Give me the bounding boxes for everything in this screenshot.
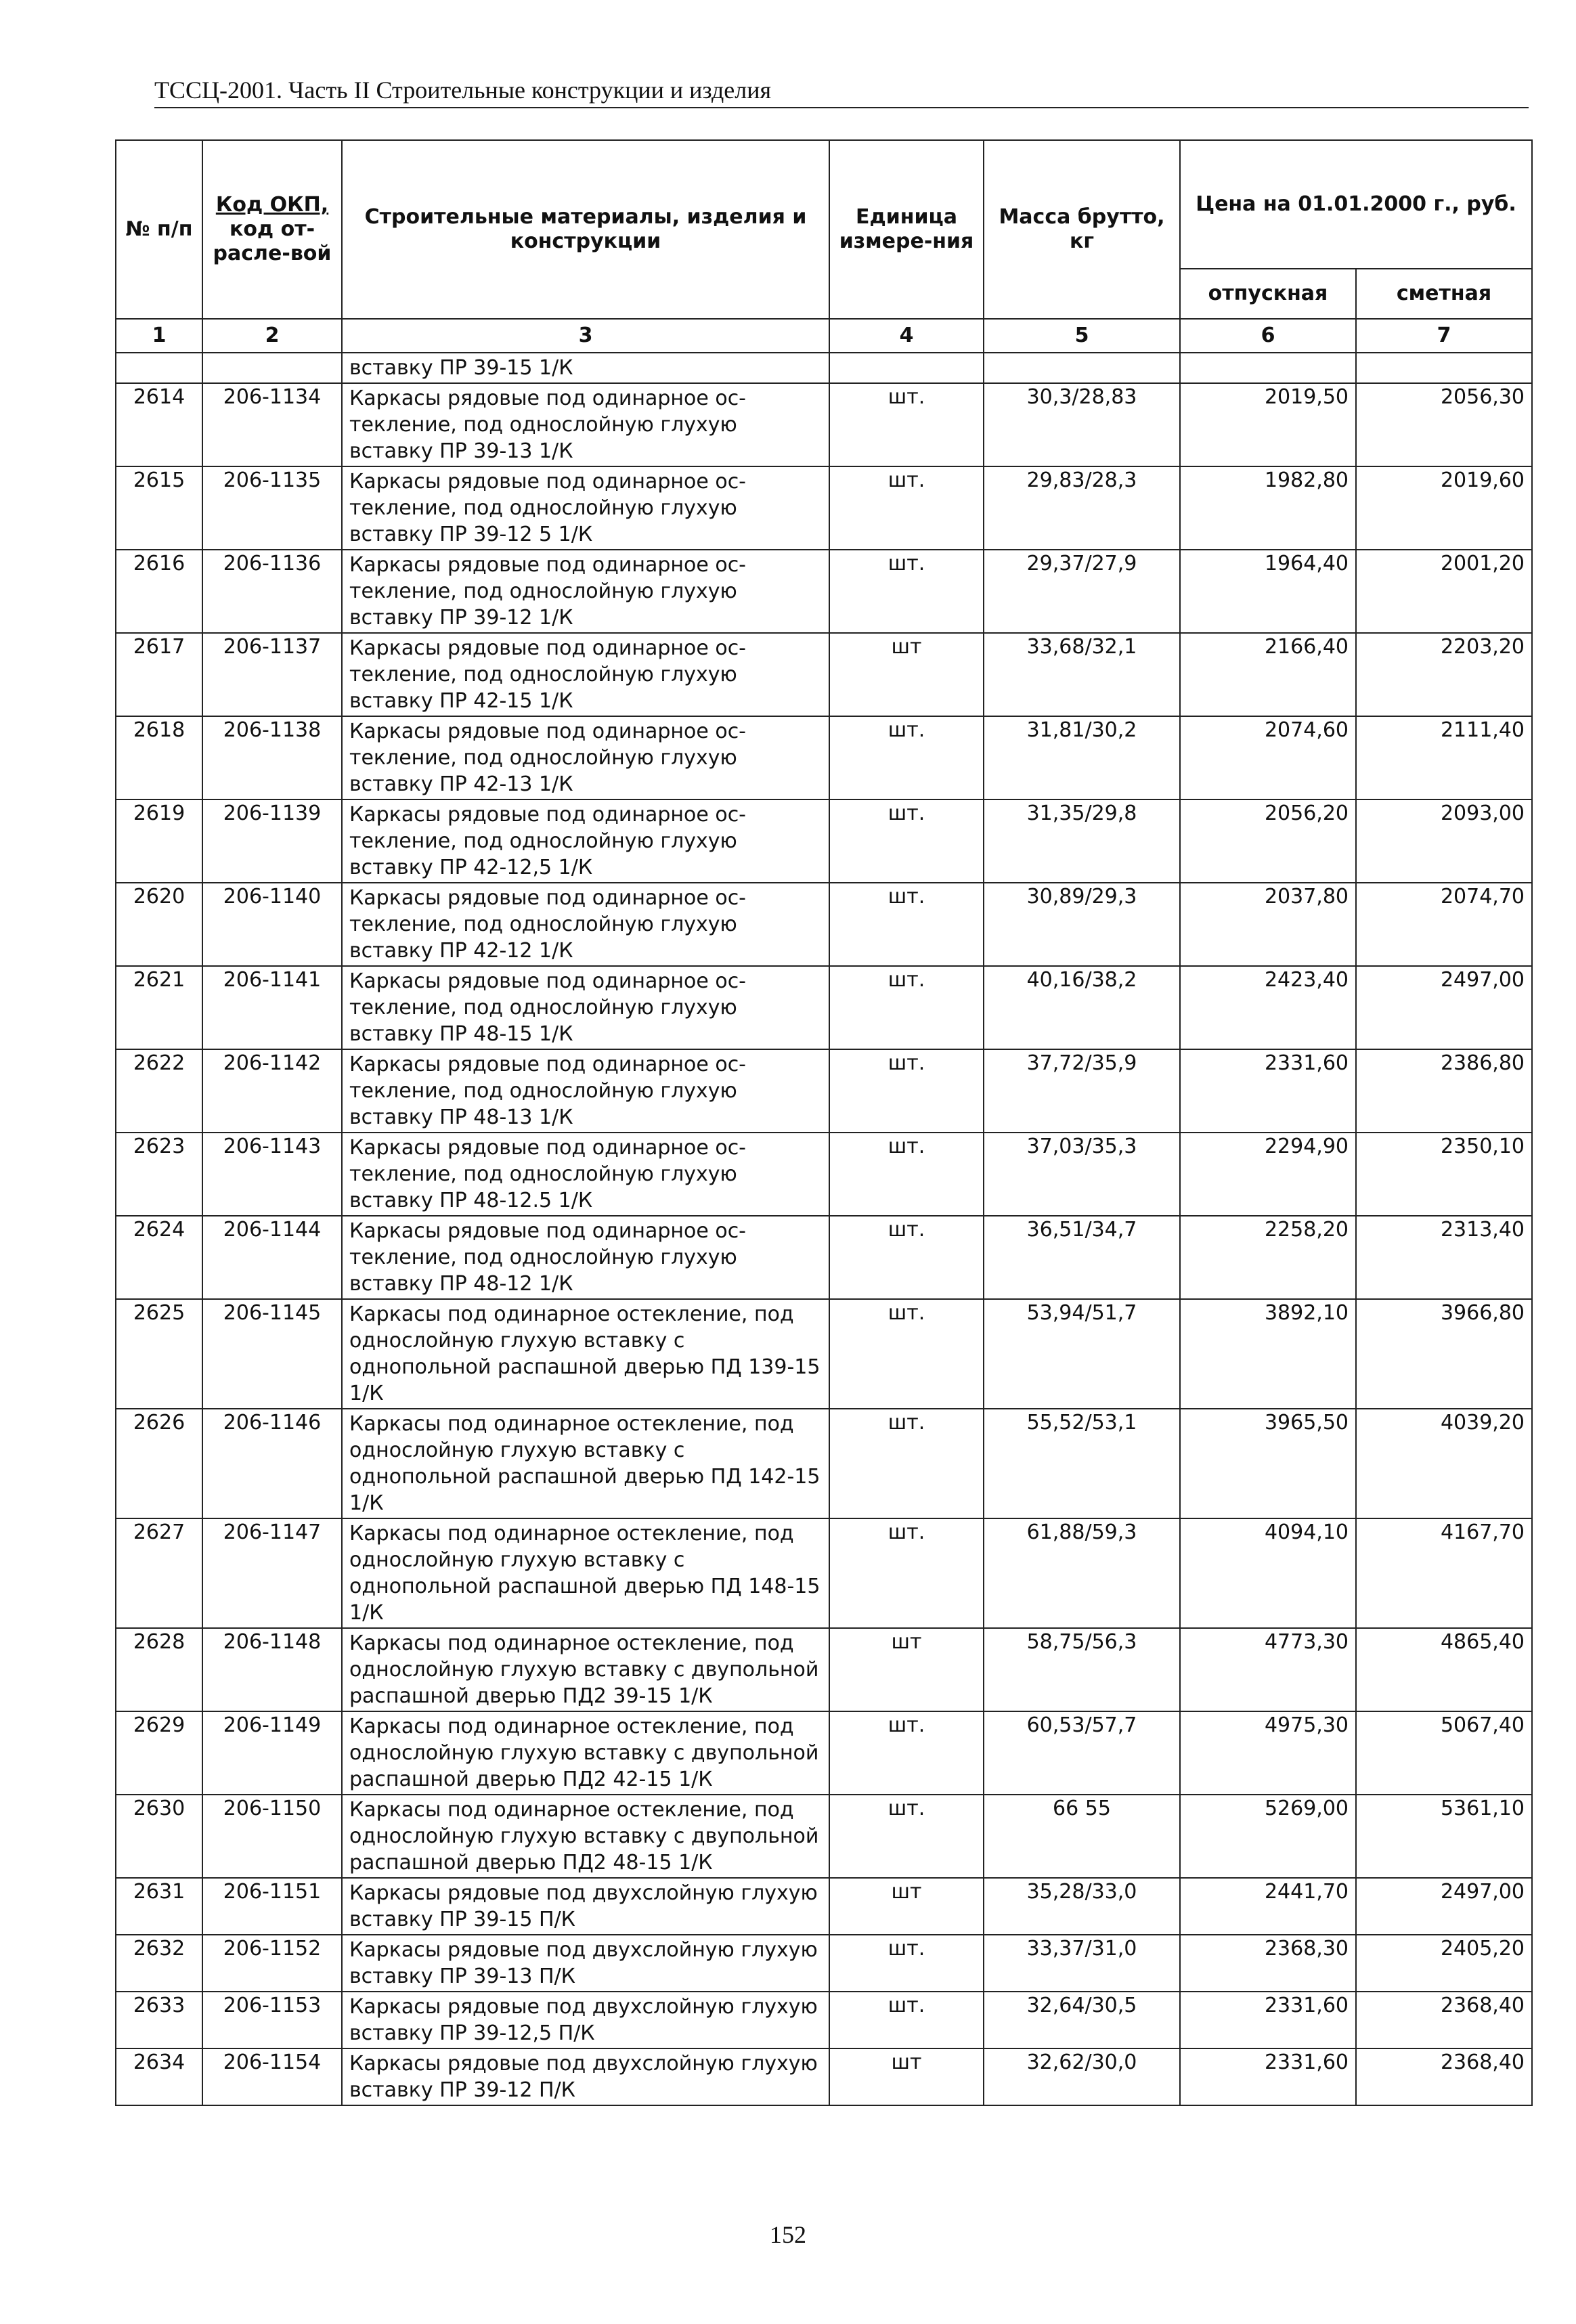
row-number: 2633 bbox=[116, 1992, 202, 2048]
table-row bbox=[116, 1049, 1532, 1133]
row-estimate-price: 2111,40 bbox=[1356, 716, 1532, 799]
header-name: Строительные материалы, изделия и конструкции bbox=[342, 140, 829, 319]
row-name: Каркасы под одинарное остекление, под однослойную глухую вставку с однопольной распашной дверью ПД 139-15 1/К bbox=[342, 1299, 829, 1409]
row-name: Каркасы рядовые под одинарное ос-текление, под однослойную глухую вставку ПР 39-13 1/К bbox=[342, 383, 829, 466]
row-mass: 36,51/34,7 bbox=[984, 1216, 1180, 1299]
row-estimate-price: 2405,20 bbox=[1356, 1935, 1532, 1992]
row-estimate-price: 4167,70 bbox=[1356, 1518, 1532, 1628]
table-row bbox=[116, 1409, 1532, 1518]
row-retail-price: 2331,60 bbox=[1180, 2048, 1356, 2105]
row-code: 206-1144 bbox=[202, 1216, 342, 1299]
row-retail-price: 2441,70 bbox=[1180, 1878, 1356, 1935]
row-unit: шт bbox=[829, 1878, 984, 1935]
row-code: 206-1137 bbox=[202, 633, 342, 716]
row-name: Каркасы рядовые под одинарное ос-текление, под однослойную глухую вставку ПР 42-15 1/К bbox=[342, 633, 829, 716]
row-estimate-price: 5067,40 bbox=[1356, 1711, 1532, 1795]
row-name: Каркасы под одинарное остекление, под однослойную глухую вставку с однопольной распашной дверью ПД 148-15 1/К bbox=[342, 1518, 829, 1628]
row-number: 2623 bbox=[116, 1133, 202, 1216]
header-code-okp: Код ОКП, bbox=[215, 193, 329, 217]
row-number: 2629 bbox=[116, 1711, 202, 1795]
row-name: Каркасы под одинарное остекление, под однослойную глухую вставку с двупольной распашной дверью ПД2 42-15 1/К bbox=[342, 1711, 829, 1795]
table-row bbox=[116, 966, 1532, 1049]
row-unit: шт. bbox=[829, 1049, 984, 1133]
row-unit: шт. bbox=[829, 1935, 984, 1992]
table-row bbox=[116, 1133, 1532, 1216]
row-retail-price: 3892,10 bbox=[1180, 1299, 1356, 1409]
row-number: 2618 bbox=[116, 716, 202, 799]
row-code: 206-1141 bbox=[202, 966, 342, 1049]
row-retail-price: 5269,00 bbox=[1180, 1795, 1356, 1878]
row-name: Каркасы рядовые под двухслойную глухую вставку ПР 39-12,5 П/К bbox=[342, 1992, 829, 2048]
row-unit: шт. bbox=[829, 716, 984, 799]
row-mass: 32,62/30,0 bbox=[984, 2048, 1180, 2105]
row-retail-price: 3965,50 bbox=[1180, 1409, 1356, 1518]
row-code: 206-1147 bbox=[202, 1518, 342, 1628]
row-retail-price: 4094,10 bbox=[1180, 1518, 1356, 1628]
row-estimate-price: 2497,00 bbox=[1356, 966, 1532, 1049]
row-retail-price: 2019,50 bbox=[1180, 383, 1356, 466]
page-number: 152 bbox=[770, 2221, 806, 2248]
row-name: Каркасы рядовые под одинарное ос-текление, под однослойную глухую вставку ПР 48-12.5 1/К bbox=[342, 1133, 829, 1216]
row-retail-price: 2037,80 bbox=[1180, 883, 1356, 966]
header-unit: Единица измере-ния bbox=[829, 140, 984, 319]
page-header: ТССЦ-2001. Часть II Строительные конструкции и изделия bbox=[154, 76, 1529, 108]
row-number: 2621 bbox=[116, 966, 202, 1049]
row-code: 206-1152 bbox=[202, 1935, 342, 1992]
row-name: Каркасы рядовые под одинарное ос-текление, под однослойную глухую вставку ПР 42-12,5 1/К bbox=[342, 799, 829, 883]
row-number: 2626 bbox=[116, 1409, 202, 1518]
row-mass: 66 55 bbox=[984, 1795, 1180, 1878]
column-numbers-row bbox=[116, 319, 1532, 353]
row-unit: шт. bbox=[829, 1992, 984, 2048]
table-row bbox=[116, 2048, 1532, 2105]
row-name: Каркасы рядовые под одинарное ос-текление, под однослойную глухую вставку ПР 48-12 1/К bbox=[342, 1216, 829, 1299]
table-row bbox=[116, 1628, 1532, 1711]
row-code: 206-1153 bbox=[202, 1992, 342, 2048]
row-mass: 37,03/35,3 bbox=[984, 1133, 1180, 1216]
row-mass: 35,28/33,0 bbox=[984, 1878, 1180, 1935]
continuation-text: вставку ПР 39-15 1/К bbox=[342, 353, 829, 383]
row-number: 2617 bbox=[116, 633, 202, 716]
row-number: 2630 bbox=[116, 1795, 202, 1878]
row-number: 2614 bbox=[116, 383, 202, 466]
table-row bbox=[116, 633, 1532, 716]
row-retail-price: 2074,60 bbox=[1180, 716, 1356, 799]
row-name: Каркасы под одинарное остекление, под однослойную глухую вставку с двупольной распашной дверью ПД2 48-15 1/К bbox=[342, 1795, 829, 1878]
row-mass: 33,68/32,1 bbox=[984, 633, 1180, 716]
row-mass: 61,88/59,3 bbox=[984, 1518, 1180, 1628]
row-code: 206-1140 bbox=[202, 883, 342, 966]
column-number: 3 bbox=[342, 319, 829, 353]
row-unit: шт. bbox=[829, 1795, 984, 1878]
table-row bbox=[116, 799, 1532, 883]
row-number: 2625 bbox=[116, 1299, 202, 1409]
row-code: 206-1135 bbox=[202, 466, 342, 550]
row-code: 206-1136 bbox=[202, 550, 342, 633]
table-row bbox=[116, 1795, 1532, 1878]
row-retail-price: 2056,20 bbox=[1180, 799, 1356, 883]
row-retail-price: 4975,30 bbox=[1180, 1711, 1356, 1795]
row-number: 2631 bbox=[116, 1878, 202, 1935]
table-row bbox=[116, 1216, 1532, 1299]
row-mass: 58,75/56,3 bbox=[984, 1628, 1180, 1711]
row-unit: шт. bbox=[829, 1216, 984, 1299]
row-code: 206-1134 bbox=[202, 383, 342, 466]
row-number: 2622 bbox=[116, 1049, 202, 1133]
row-mass: 37,72/35,9 bbox=[984, 1049, 1180, 1133]
row-code: 206-1138 bbox=[202, 716, 342, 799]
row-number: 2624 bbox=[116, 1216, 202, 1299]
row-unit: шт. bbox=[829, 1711, 984, 1795]
row-number: 2632 bbox=[116, 1935, 202, 1992]
column-number: 6 bbox=[1180, 319, 1356, 353]
table-row bbox=[116, 716, 1532, 799]
row-retail-price: 2368,30 bbox=[1180, 1935, 1356, 1992]
row-mass: 31,35/29,8 bbox=[984, 799, 1180, 883]
row-name: Каркасы рядовые под одинарное ос-текление, под однослойную глухую вставку ПР 39-12 1/К bbox=[342, 550, 829, 633]
row-name: Каркасы рядовые под одинарное ос-текление, под однослойную глухую вставку ПР 48-13 1/К bbox=[342, 1049, 829, 1133]
row-number: 2634 bbox=[116, 2048, 202, 2105]
row-retail-price: 2166,40 bbox=[1180, 633, 1356, 716]
row-estimate-price: 2497,00 bbox=[1356, 1878, 1532, 1935]
row-unit: шт. bbox=[829, 1133, 984, 1216]
row-name: Каркасы под одинарное остекление, под однослойную глухую вставку с двупольной распашной дверью ПД2 39-15 1/К bbox=[342, 1628, 829, 1711]
row-number: 2627 bbox=[116, 1518, 202, 1628]
row-retail-price: 2331,60 bbox=[1180, 1049, 1356, 1133]
header-retail: отпускная bbox=[1180, 269, 1356, 319]
row-code: 206-1145 bbox=[202, 1299, 342, 1409]
row-number: 2619 bbox=[116, 799, 202, 883]
row-unit: шт bbox=[829, 2048, 984, 2105]
row-estimate-price: 4865,40 bbox=[1356, 1628, 1532, 1711]
header-code bbox=[202, 140, 342, 319]
table-row bbox=[116, 1299, 1532, 1409]
row-unit: шт. bbox=[829, 383, 984, 466]
header-code-branch: код от-расле-вой bbox=[213, 217, 332, 265]
row-unit: шт. bbox=[829, 1409, 984, 1518]
header-num: № п/п bbox=[116, 140, 202, 319]
price-table bbox=[115, 139, 1533, 2106]
column-number: 2 bbox=[202, 319, 342, 353]
row-estimate-price: 2368,40 bbox=[1356, 2048, 1532, 2105]
row-estimate-price: 2368,40 bbox=[1356, 1992, 1532, 2048]
row-mass: 30,3/28,83 bbox=[984, 383, 1180, 466]
row-name: Каркасы рядовые под одинарное ос-текление, под однослойную глухую вставку ПР 48-15 1/К bbox=[342, 966, 829, 1049]
row-estimate-price: 2019,60 bbox=[1356, 466, 1532, 550]
row-name: Каркасы рядовые под одинарное ос-текление, под однослойную глухую вставку ПР 42-13 1/К bbox=[342, 716, 829, 799]
row-retail-price: 1964,40 bbox=[1180, 550, 1356, 633]
table-row bbox=[116, 466, 1532, 550]
row-retail-price: 4773,30 bbox=[1180, 1628, 1356, 1711]
row-code: 206-1149 bbox=[202, 1711, 342, 1795]
row-retail-price: 2423,40 bbox=[1180, 966, 1356, 1049]
table-row bbox=[116, 383, 1532, 466]
row-name: Каркасы рядовые под двухслойную глухую вставку ПР 39-13 П/К bbox=[342, 1935, 829, 1992]
row-code: 206-1142 bbox=[202, 1049, 342, 1133]
row-estimate-price: 4039,20 bbox=[1356, 1409, 1532, 1518]
row-unit: шт. bbox=[829, 466, 984, 550]
table-row bbox=[116, 550, 1532, 633]
row-mass: 33,37/31,0 bbox=[984, 1935, 1180, 1992]
row-code: 206-1143 bbox=[202, 1133, 342, 1216]
row-retail-price: 1982,80 bbox=[1180, 466, 1356, 550]
row-code: 206-1150 bbox=[202, 1795, 342, 1878]
row-estimate-price: 2350,10 bbox=[1356, 1133, 1532, 1216]
row-mass: 29,83/28,3 bbox=[984, 466, 1180, 550]
row-unit: шт. bbox=[829, 966, 984, 1049]
row-mass: 31,81/30,2 bbox=[984, 716, 1180, 799]
row-mass: 55,52/53,1 bbox=[984, 1409, 1180, 1518]
row-name: Каркасы рядовые под двухслойную глухую вставку ПР 39-12 П/К bbox=[342, 2048, 829, 2105]
row-mass: 40,16/38,2 bbox=[984, 966, 1180, 1049]
row-estimate-price: 3966,80 bbox=[1356, 1299, 1532, 1409]
row-number: 2616 bbox=[116, 550, 202, 633]
table-row bbox=[116, 1992, 1532, 2048]
row-unit: шт. bbox=[829, 550, 984, 633]
row-unit: шт. bbox=[829, 1518, 984, 1628]
row-mass: 30,89/29,3 bbox=[984, 883, 1180, 966]
row-name: Каркасы под одинарное остекление, под однослойную глухую вставку с однопольной распашной дверью ПД 142-15 1/К bbox=[342, 1409, 829, 1518]
row-estimate-price: 2001,20 bbox=[1356, 550, 1532, 633]
row-mass: 53,94/51,7 bbox=[984, 1299, 1180, 1409]
row-estimate-price: 2056,30 bbox=[1356, 383, 1532, 466]
row-mass: 32,64/30,5 bbox=[984, 1992, 1180, 2048]
column-number: 5 bbox=[984, 319, 1180, 353]
row-unit: шт bbox=[829, 1628, 984, 1711]
row-estimate-price: 2386,80 bbox=[1356, 1049, 1532, 1133]
row-retail-price: 2331,60 bbox=[1180, 1992, 1356, 2048]
row-code: 206-1139 bbox=[202, 799, 342, 883]
row-retail-price: 2258,20 bbox=[1180, 1216, 1356, 1299]
row-code: 206-1146 bbox=[202, 1409, 342, 1518]
header-price-group: Цена на 01.01.2000 г., руб. bbox=[1180, 140, 1532, 269]
row-unit: шт. bbox=[829, 883, 984, 966]
row-number: 2620 bbox=[116, 883, 202, 966]
row-retail-price: 2294,90 bbox=[1180, 1133, 1356, 1216]
row-estimate-price: 2313,40 bbox=[1356, 1216, 1532, 1299]
continuation-row bbox=[116, 353, 1532, 383]
table-row bbox=[116, 1878, 1532, 1935]
table-row bbox=[116, 1518, 1532, 1628]
row-mass: 60,53/57,7 bbox=[984, 1711, 1180, 1795]
row-name: Каркасы рядовые под двухслойную глухую вставку ПР 39-15 П/К bbox=[342, 1878, 829, 1935]
header-mass: Масса брутто, кг bbox=[984, 140, 1180, 319]
row-unit: шт. bbox=[829, 1299, 984, 1409]
row-unit: шт bbox=[829, 633, 984, 716]
row-name: Каркасы рядовые под одинарное ос-текление, под однослойную глухую вставку ПР 42-12 1/К bbox=[342, 883, 829, 966]
table-row bbox=[116, 1711, 1532, 1795]
row-mass: 29,37/27,9 bbox=[984, 550, 1180, 633]
row-name: Каркасы рядовые под одинарное ос-текление, под однослойную глухую вставку ПР 39-12 5 1/К bbox=[342, 466, 829, 550]
row-code: 206-1154 bbox=[202, 2048, 342, 2105]
row-estimate-price: 2203,20 bbox=[1356, 633, 1532, 716]
row-code: 206-1148 bbox=[202, 1628, 342, 1711]
row-unit: шт. bbox=[829, 799, 984, 883]
row-estimate-price: 2074,70 bbox=[1356, 883, 1532, 966]
table-row bbox=[116, 1935, 1532, 1992]
header-estimate: сметная bbox=[1356, 269, 1532, 319]
column-number: 7 bbox=[1356, 319, 1532, 353]
row-estimate-price: 5361,10 bbox=[1356, 1795, 1532, 1878]
row-estimate-price: 2093,00 bbox=[1356, 799, 1532, 883]
row-number: 2628 bbox=[116, 1628, 202, 1711]
column-number: 1 bbox=[116, 319, 202, 353]
column-number: 4 bbox=[829, 319, 984, 353]
table-row bbox=[116, 883, 1532, 966]
row-number: 2615 bbox=[116, 466, 202, 550]
row-code: 206-1151 bbox=[202, 1878, 342, 1935]
